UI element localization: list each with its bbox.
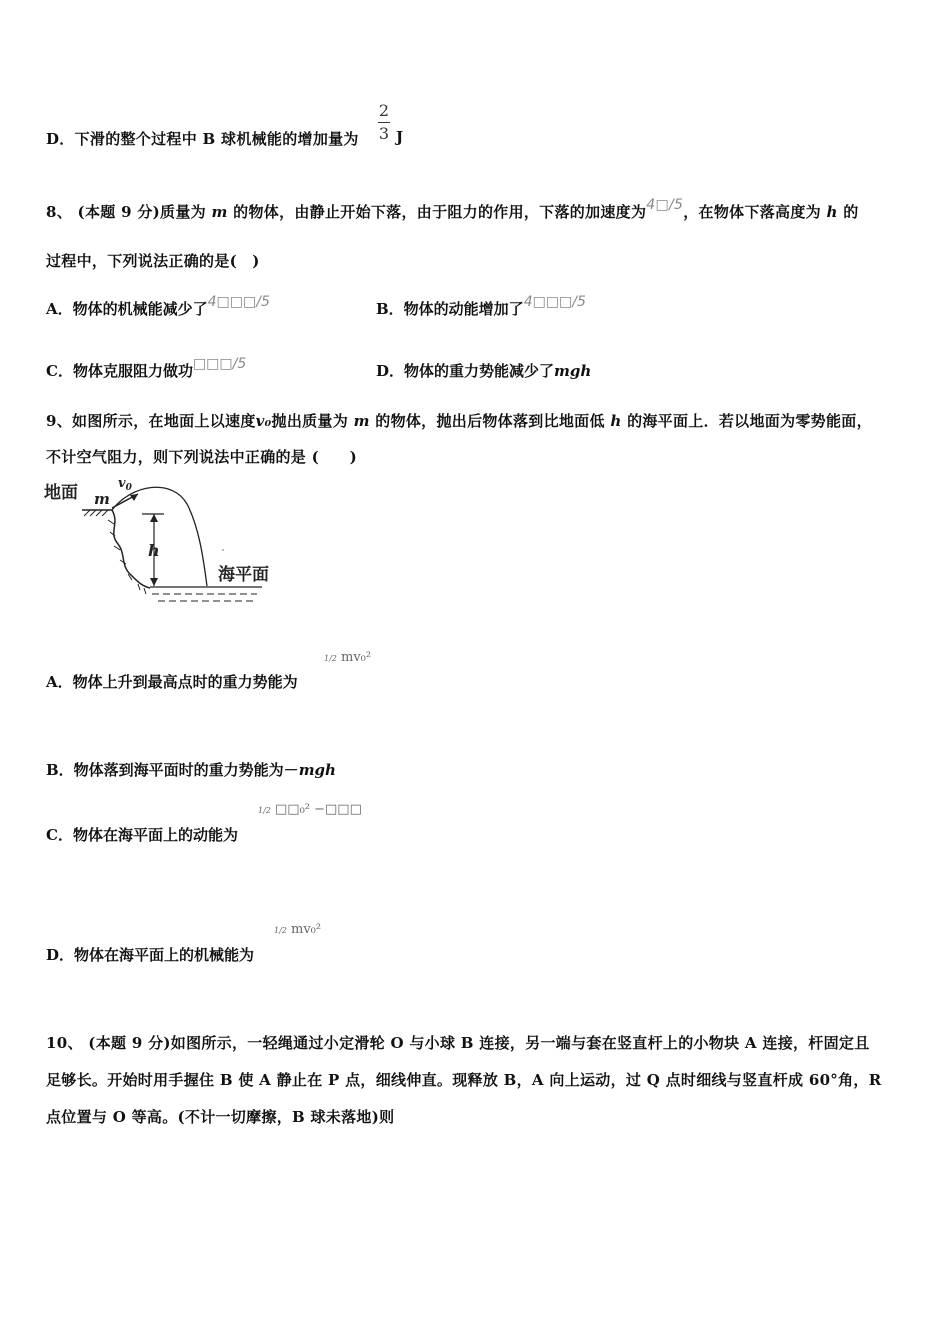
q9-option-a-expr: mv₀²: [341, 650, 372, 665]
q10-stem-line3: 点位置与 O 等高。(不计一切摩擦，B 球未落地)则: [46, 1108, 395, 1126]
q8-option-c: [46, 356, 247, 381]
q7-option-d-unit: J: [396, 128, 404, 146]
height-arrow-bottom: [150, 578, 158, 586]
q9-option-c-coef: 1/2: [258, 806, 271, 815]
q9-option-b-formula: mgh: [298, 761, 336, 779]
figure-velocity-label: [118, 476, 133, 493]
figure-velocity-letter: v: [118, 476, 126, 491]
figure-ground-label: 地面: [44, 483, 78, 503]
q9-option-c-formula: [258, 802, 362, 817]
q10-stem-line1: 10、 (本题 9 分)如图所示，一轻绳通过小定滑轮 O 与小球 B 连接，另一端与套在竖直杆上的小物块 A 连接，杆固定且: [46, 1034, 870, 1052]
q9-stem-line2: 不计空气阻力，则下列说法中正确的是 ( ): [46, 448, 358, 466]
q9-option-d: D．物体在海平面上的机械能为: [46, 946, 255, 964]
q10-stem-line2: 足够长。开始时用手握住 B 使 A 静止在 P 点，细线伸直。现释放 B，A 向上运动，过 Q 点时细线与竖直杆成 60°角，R: [46, 1071, 882, 1089]
q9-stem-mid2: 的物体，抛出后物体落到比地面低: [375, 412, 605, 430]
q8-option-d: [376, 360, 591, 381]
q9-var-v0: v₀: [255, 412, 272, 430]
q9-stem-line1: [46, 410, 872, 431]
q8-stem-prefix: 8、 (本题 9 分)质量为: [46, 203, 206, 221]
ground-hatch: [84, 510, 108, 516]
figure-dot: [222, 549, 224, 551]
trajectory-curve: [112, 487, 207, 586]
q8-option-d-text: D．物体的重力势能减少了: [376, 362, 555, 380]
q8-option-a-formula: 4□□□/5: [207, 294, 270, 310]
q7-option-d-fraction: [378, 102, 390, 143]
q8-accel-formula: 4□/5: [646, 197, 684, 213]
q8-stem-after: ，在物体下落高度为: [683, 203, 821, 221]
q9-option-c-expr: □□₀² −□□□: [275, 802, 362, 817]
q9-projectile-diagram: [42, 474, 287, 610]
figure-velocity-subscript: 0: [125, 483, 132, 493]
q9-option-a-formula: [324, 650, 371, 665]
q8-option-b-text: B．物体的动能增加了: [376, 300, 524, 318]
q8-stem-mid: 的物体，由静止开始下落，由于阻力的作用，下落的加速度为: [233, 203, 647, 221]
q8-option-c-formula: □□□/5: [192, 356, 247, 372]
q9-stem-mid: 抛出质量为: [271, 412, 349, 430]
figure-sea-label: 海平面: [218, 565, 269, 585]
q9-option-b-text: B．物体落到海平面时的重力势能为－: [46, 761, 299, 779]
q9-var-h: h: [610, 412, 622, 430]
q9-option-d-coef: 1/2: [274, 926, 287, 935]
q9-option-a: A．物体上升到最高点时的重力势能为: [46, 673, 298, 691]
q8-option-c-text: C．物体克服阻力做功: [46, 362, 193, 380]
q8-option-b: [376, 294, 586, 319]
q7-frac-den: 3: [378, 124, 390, 143]
figure-mass-label: m: [94, 490, 110, 508]
q8-option-b-formula: 4□□□/5: [523, 294, 586, 310]
q9-option-b: [46, 759, 336, 780]
height-arrow-top: [150, 514, 158, 522]
q8-var-h: h: [826, 203, 838, 221]
q8-stem-line1: [46, 197, 859, 222]
q8-option-d-formula: mgh: [554, 362, 592, 380]
q9-option-d-formula: [274, 922, 321, 937]
q8-option-a-text: A．物体的机械能减少了: [46, 300, 208, 318]
q8-stem-end: 的: [843, 203, 859, 221]
q7-option-d: [46, 128, 359, 149]
q9-option-d-expr: mv₀²: [291, 922, 322, 937]
q7-frac-num: 2: [378, 101, 390, 120]
q9-stem-end: 的海平面上．若以地面为零势能面，: [627, 412, 872, 430]
sea-waves: [152, 594, 257, 601]
q8-stem-line2: 过程中，下列说法正确的是( ): [46, 252, 260, 270]
q9-option-a-coef: 1/2: [324, 654, 337, 663]
figure-height-label: h: [148, 541, 160, 560]
q8-var-m: m: [211, 203, 228, 221]
q8-option-a: [46, 294, 270, 319]
q9-option-c: C．物体在海平面上的动能为: [46, 826, 238, 844]
q9-stem-prefix: 9、如图所示，在地面上以速度: [46, 412, 256, 430]
q9-var-m: m: [353, 412, 370, 430]
q7-option-d-text: D．下滑的整个过程中 B 球机械能的增加量为: [46, 130, 359, 148]
